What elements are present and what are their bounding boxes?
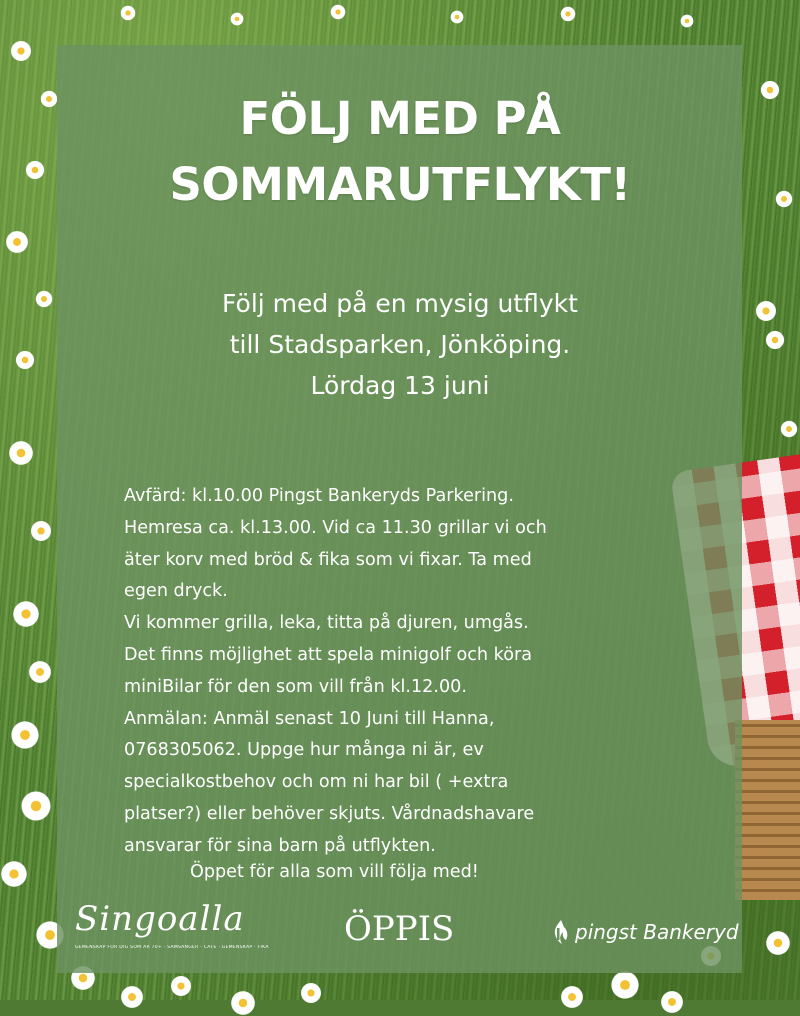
detail-line: Anmälan: Anmäl senast 10 Juni till Hanna, [124, 708, 495, 729]
logo-row [57, 895, 742, 970]
pingst-bankeryd-logo [551, 919, 739, 945]
detail-line: Hemresa ca. kl.13.00. Vid ca 11.30 grillar vi och [124, 517, 547, 538]
daisy-flower [12, 600, 40, 628]
daisy-flower [660, 990, 684, 1014]
daisy-flower [765, 930, 791, 956]
daisy-flower [450, 10, 464, 24]
daisy-flower [30, 520, 52, 542]
daisy-flower [10, 720, 40, 750]
poster-subtitle [0, 283, 800, 406]
detail-line: specialkostbehov och om ni har bil ( +extra [124, 772, 509, 793]
detail-line: miniBilar för den som vill från kl.12.00. [124, 676, 467, 697]
detail-line: Vi kommer grilla, leka, titta på djuren, umgås. [124, 613, 529, 634]
detail-line: 0768305062. Uppge hur många ni är, ev [124, 740, 484, 761]
daisy-flower [300, 982, 322, 1004]
subtitle-date: Lördag 13 juni [310, 371, 490, 400]
daisy-flower [120, 985, 144, 1009]
poster-title [0, 86, 800, 218]
title-line-2: SOMMARUTFLYKT! [169, 158, 631, 211]
daisy-flower [170, 975, 192, 997]
detail-line: äter korv med bröd & fika som vi fixar. Ta med [124, 549, 532, 570]
detail-line: egen dryck. [124, 581, 228, 602]
daisy-flower [560, 6, 576, 22]
daisy-flower [230, 990, 256, 1016]
pingst-logo-text: pingst Bankeryd [575, 920, 739, 944]
subtitle-line-2: till Stadsparken, Jönköping. [229, 330, 571, 359]
daisy-flower [8, 440, 34, 466]
oppis-logo: ÖPPIS [344, 909, 455, 949]
daisy-flower [330, 4, 346, 20]
detail-line: Det finns möjlighet att spela minigolf och köra [124, 644, 532, 665]
singoalla-tagline: GEMENSKAP FÖR DIG SOM ÄR 70+ · SAMSÅNGER · CAFÉ · GEMENSKAP · FIKA [75, 945, 269, 950]
singoalla-logo: Singoalla [75, 899, 245, 939]
closing-line: Öppet för alla som vill följa med! [190, 862, 479, 882]
pingst-flame-icon [551, 919, 571, 945]
daisy-flower [5, 230, 29, 254]
daisy-flower [20, 790, 52, 822]
daisy-flower [10, 40, 32, 62]
daisy-flower [230, 12, 244, 26]
daisy-flower [680, 14, 694, 28]
event-details [124, 481, 724, 863]
detail-line: ansvarar för sina barn på utflykten. [124, 835, 436, 856]
daisy-flower [560, 985, 584, 1009]
detail-line: platser?) eller behöver skjuts. Vårdnadshavare [124, 803, 535, 824]
detail-line: Avfärd: kl.10.00 Pingst Bankeryds Parkering. [124, 486, 514, 506]
title-line-1: FÖLJ MED PÅ [239, 92, 561, 145]
daisy-flower [120, 5, 136, 21]
daisy-flower [610, 970, 640, 1000]
daisy-flower [28, 660, 52, 684]
daisy-flower [780, 420, 798, 438]
subtitle-line-1: Följ med på en mysig utflykt [222, 289, 578, 318]
